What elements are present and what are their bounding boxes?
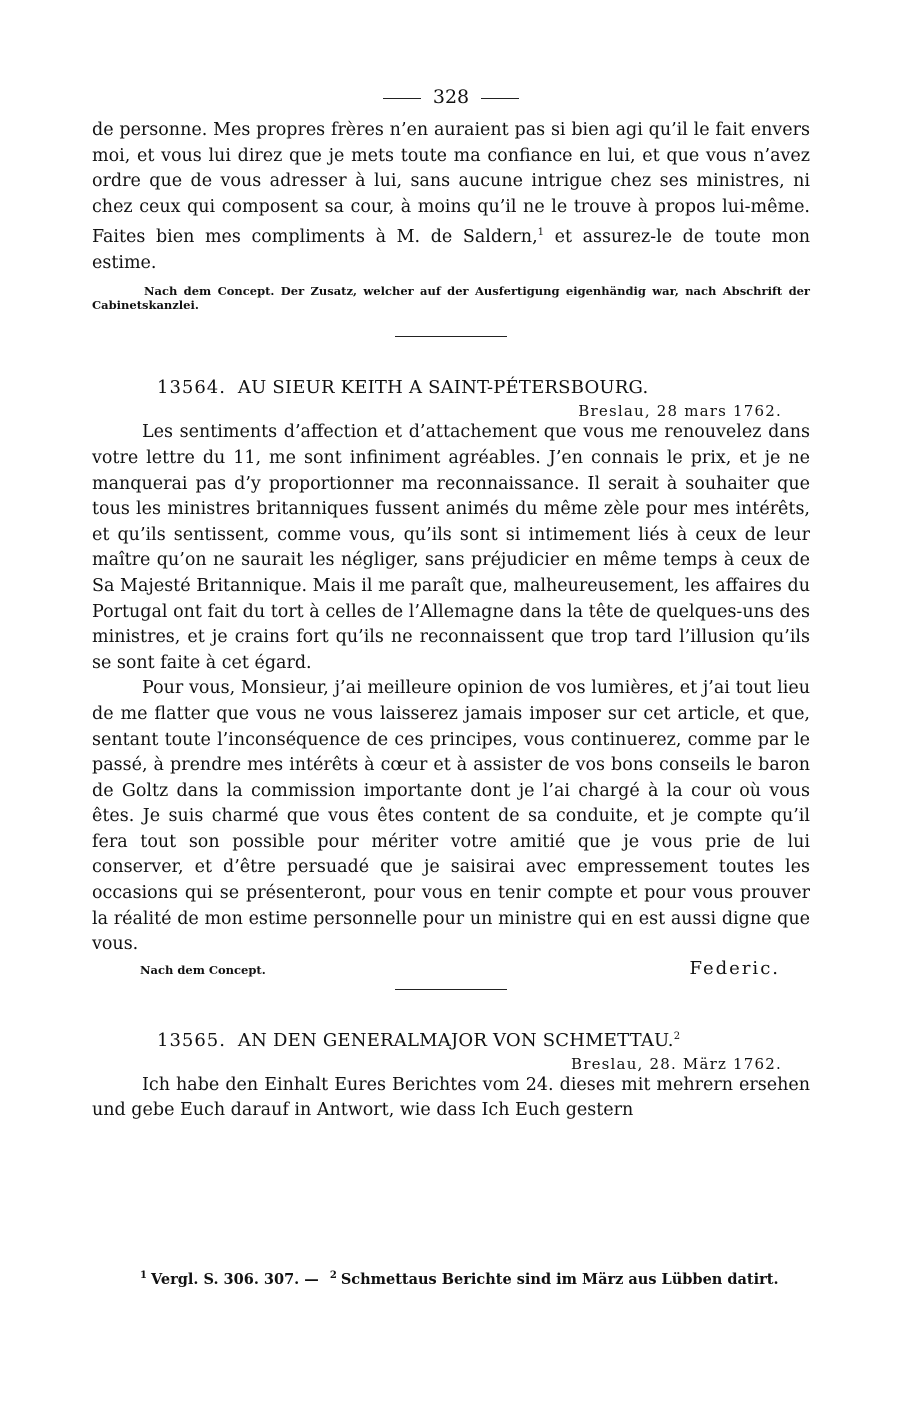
letter-13564-dateline: Breslau, 28 mars 1762. — [578, 402, 782, 421]
footnote-ref-1: 1 — [537, 227, 545, 239]
letter-13564-source-note: Nach dem Concept. — [140, 962, 266, 977]
footnote-1-text: Vergl. S. 306. 307. — — [150, 1270, 319, 1288]
intro-paragraph — [92, 118, 810, 276]
letter-13564-heading — [92, 377, 810, 398]
intro-text: de personne. Mes propres frères n’en auraient pas si bien agi qu’il le fait envers moi, et vous lui direz que je mets toute ma confiance en lui, et que vous n’avez ordre que de vous adresser à lui, sans aucune intrigue chez ses ministres, ni chez ceux qui composent sa cour, à moins qu’il ne le trouve à propos lui-même. Faites bien mes compliments à M. de Saldern, — [92, 120, 810, 248]
letter-13565-dateline: Breslau, 28. März 1762. — [570, 1054, 782, 1073]
letter-13564-paragraph-2: Pour vous, Monsieur, j’ai meilleure opinion de vos lumières, et j’ai tout lieu de me flatter que vous ne vous laisserez jamais imposer sur cet article, et que, sentant toute l’inconséquence de ces principes, vous continuerez, comme par le passé, à prendre mes intérêts à cœur et à assister de vos bons conseils le baron de Goltz dans la commission importante dont je l’ai chargé à la cour où vous êtes. Je suis charmé que vous êtes content de sa conduite, et je compte qu’il fera tout son possible pour mériter votre amitié que je vous prie de lui conserver, et d’être persuadé que je saisirai avec empressement toutes les occasions qui se présenteront, pour vous en tenir compte et pour vous prouver la réalité de mon estime personnelle pour un ministre qui en est aussi digne que vous. — [92, 678, 810, 955]
section-divider — [395, 336, 507, 337]
page-number-dash-left — [383, 98, 421, 99]
letter-13565-title: AN DEN GENERALMAJOR VON SCHMETTAU. — [237, 1029, 674, 1051]
letter-13565-paragraph: Ich habe den Einhalt Eures Berichtes vom 24. dieses mit mehrern ersehen und gebe Euch darauf in Antwort, wie dass Ich Euch gestern — [92, 1074, 810, 1121]
document-page — [92, 82, 810, 1124]
letter-13564-paragraph-1: Les sentiments d’affection et d’attachement que vous me renouvelez dans votre lettre du 11, me sont infiniment agréables. J’en connais le prix, et je ne manquerai pas d’y proportionner ma reconnaissance. Il serait à souhaiter que tous les ministres britanniques fussent animés du même zèle pour mes intérêts, et qu’ils sentissent, comme vous, qu’ils sont si intimement liés à ceux de leur maître qu’on ne saurait les négliger, sans préjudicier en même temps à ceux de Sa Majesté Britannique. Mais il me paraît que, malheureusement, les affaires du Portugal ont fait du tort à celles de l’Allemagne dans la tête de quelques-uns des ministres, et je crains fort qu’ils ne reconnaissent que trop tard l’illusion qu’ils se sont faite à cet égard. — [92, 422, 810, 673]
page-number: 328 — [432, 86, 470, 108]
intro-text-after: et assurez-le de toute mon estime. — [92, 227, 810, 273]
letter-13564-closing — [92, 958, 810, 979]
page-number-line — [92, 82, 810, 112]
footnote-2-text: Schmettaus Berichte sind im März aus Lübben datirt. — [340, 1270, 779, 1288]
footnote-2-mark: 2 — [329, 1270, 337, 1281]
section-divider — [395, 989, 507, 990]
footnote-1-mark: 1 — [140, 1270, 147, 1281]
intro-source-note: Nach dem Concept. Der Zusatz, welcher auf der Ausfertigung eigenhändig war, nach Abschrift der Cabinetskanzlei. — [92, 284, 810, 313]
page-number-dash-right — [481, 98, 519, 99]
letter-13564-title: AU SIEUR KEITH A SAINT-PÉTERSBOURG. — [237, 377, 649, 399]
letter-13565-number: 13565. — [157, 1029, 226, 1051]
footnotes — [140, 1270, 820, 1288]
letter-13565-heading — [92, 1030, 810, 1051]
letter-13564-signature: Federic. — [689, 957, 780, 979]
letter-13564-number: 13564. — [157, 377, 226, 399]
footnote-ref-2: 2 — [673, 1030, 681, 1042]
